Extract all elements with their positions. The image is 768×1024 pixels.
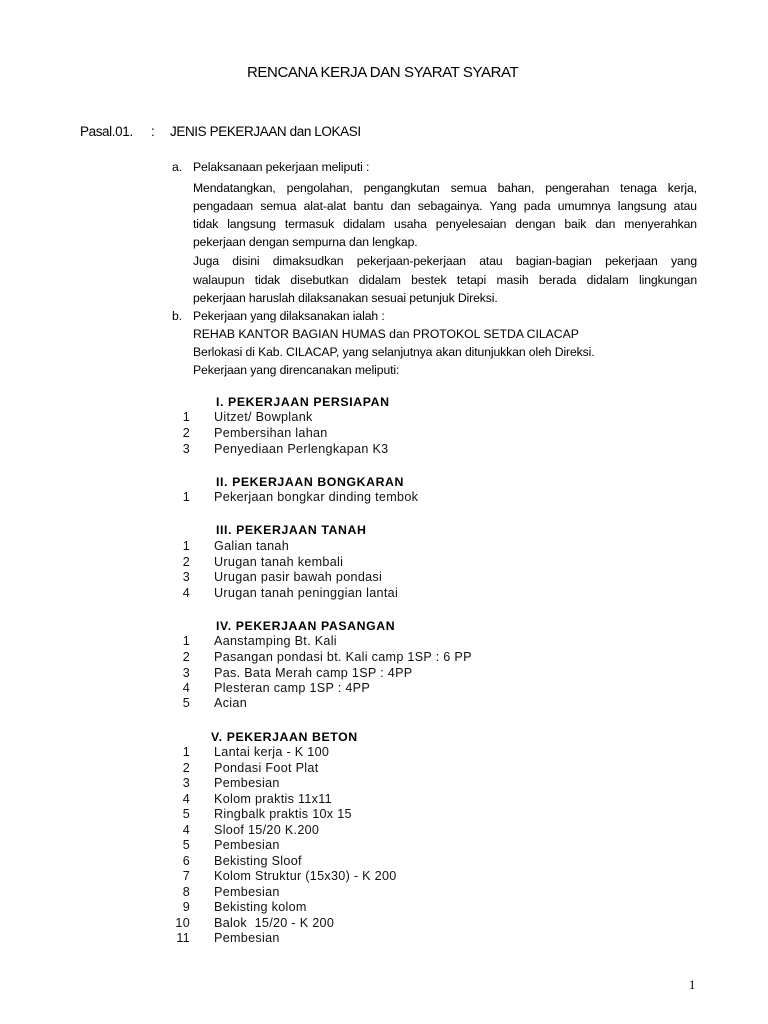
item-text: Pembersihan lahan — [214, 426, 328, 440]
item-text: Plesteran camp 1SP : 4PP — [214, 681, 371, 695]
section-heading: II. PEKERJAAN BONGKARAN — [216, 475, 405, 489]
item-number: 6 — [182, 854, 190, 868]
item-number: 5 — [182, 838, 190, 852]
item-text: Aanstamping Bt. Kali — [214, 634, 337, 648]
item-number: 4 — [182, 823, 190, 837]
section-a-line: walaupun tidak disebutkan didalam bestek tetapi masih berada didalam lingkungan — [193, 273, 697, 287]
item-text: Bekisting Sloof — [214, 854, 302, 868]
item-text: Pembesian — [214, 776, 280, 790]
item-number: 3 — [182, 776, 190, 790]
item-number: 3 — [182, 570, 190, 584]
item-text: Pembesian — [214, 885, 280, 899]
section-a-line: tidak langsung termasuk didalam usaha penyelesaian dengan baik dan menyerahkan — [193, 217, 697, 231]
item-number: 1 — [182, 539, 190, 553]
item-number: 2 — [182, 426, 190, 440]
item-text: Urugan tanah peninggian lantai — [214, 586, 399, 600]
item-number: 3 — [182, 442, 190, 456]
section-heading: V. PEKERJAAN BETON — [211, 730, 358, 744]
pasal-colon: : — [151, 124, 155, 139]
item-text: Urugan tanah kembali — [214, 555, 344, 569]
item-text: Ringbalk praktis 10x 15 — [214, 807, 352, 821]
item-number: 4 — [182, 792, 190, 806]
item-number: 3 — [182, 666, 190, 680]
item-text: Kolom Struktur (15x30) - K 200 — [214, 869, 397, 883]
item-text: Pekerjaan bongkar dinding tembok — [214, 490, 419, 504]
item-number: 9 — [182, 900, 190, 914]
item-text: Pondasi Foot Plat — [214, 761, 319, 775]
section-a-line: Juga disini dimaksudkan pekerjaan-pekerjaan atau bagian-bagian pekerjaan yang — [193, 254, 697, 268]
item-number: 8 — [182, 885, 190, 899]
item-number: 1 — [182, 745, 190, 759]
item-number: 4 — [182, 681, 190, 695]
item-text: Pasangan pondasi bt. Kali camp 1SP : 6 PP — [214, 650, 472, 664]
item-number: 11 — [176, 931, 190, 945]
section-heading: I. PEKERJAAN PERSIAPAN — [216, 395, 390, 409]
item-text: Pas. Bata Merah camp 1SP : 4PP — [214, 666, 413, 680]
item-text: Urugan pasir bawah pondasi — [214, 570, 383, 584]
item-text: Kolom praktis 11x11 — [214, 792, 332, 806]
section-heading: III. PEKERJAAN TANAH — [216, 523, 367, 537]
project-name: REHAB KANTOR BAGIAN HUMAS dan PROTOKOL SETDA CILACAP — [193, 327, 579, 341]
item-text: Acian — [214, 696, 248, 710]
section-a-line: pekerjaan haruslah dilaksanakan sesuai petunjuk Direksi. — [193, 291, 498, 305]
item-number: 4 — [182, 586, 190, 600]
item-text: Balok 15/20 - K 200 — [214, 916, 335, 930]
planned-work-intro: Pekerjaan yang direncanakan meliputi: — [193, 363, 400, 377]
item-number: 5 — [182, 807, 190, 821]
section-b-marker: b. — [172, 309, 182, 323]
item-number: 10 — [175, 916, 190, 930]
item-text: Sloof 15/20 K.200 — [214, 823, 320, 837]
item-number: 2 — [182, 650, 190, 664]
section-b-intro: Pekerjaan yang dilaksanakan ialah : — [193, 309, 385, 323]
item-number: 5 — [182, 696, 190, 710]
item-number: 2 — [182, 555, 190, 569]
project-location: Berlokasi di Kab. CILACAP, yang selanjutnya akan ditunjukkan oleh Direksi. — [193, 345, 595, 359]
page-title: RENCANA KERJA DAN SYARAT SYARAT — [247, 64, 519, 81]
page-number: 1 — [689, 978, 696, 992]
item-text: Bekisting kolom — [214, 900, 307, 914]
item-text: Uitzet/ Bowplank — [214, 410, 313, 424]
section-a-line: pekerjaan dengan sempurna dan lengkap. — [193, 235, 418, 249]
section-a-line: pengadaan semua alat-alat bantu dan sebagainya. Yang pada umumnya langsung atau — [193, 199, 697, 213]
item-text: Pembesian — [214, 931, 280, 945]
item-text: Penyediaan Perlengkapan K3 — [214, 442, 389, 456]
item-number: 1 — [182, 410, 190, 424]
section-a-marker: a. — [172, 160, 182, 174]
item-text: Pembesian — [214, 838, 280, 852]
item-number: 2 — [182, 761, 190, 775]
item-number: 1 — [182, 490, 190, 504]
section-a-line: Mendatangkan, pengolahan, pengangkutan semua bahan, pengerahan tenaga kerja, — [193, 181, 697, 195]
item-number: 1 — [182, 634, 190, 648]
item-number: 7 — [182, 869, 190, 883]
item-text: Lantai kerja - K 100 — [214, 745, 330, 759]
item-text: Galian tanah — [214, 539, 290, 553]
pasal-label: Pasal.01. — [80, 124, 133, 139]
pasal-heading: JENIS PEKERJAAN dan LOKASI — [170, 124, 361, 139]
section-heading: IV. PEKERJAAN PASANGAN — [216, 619, 396, 633]
section-a-intro: Pelaksanaan pekerjaan meliputi : — [193, 160, 370, 174]
